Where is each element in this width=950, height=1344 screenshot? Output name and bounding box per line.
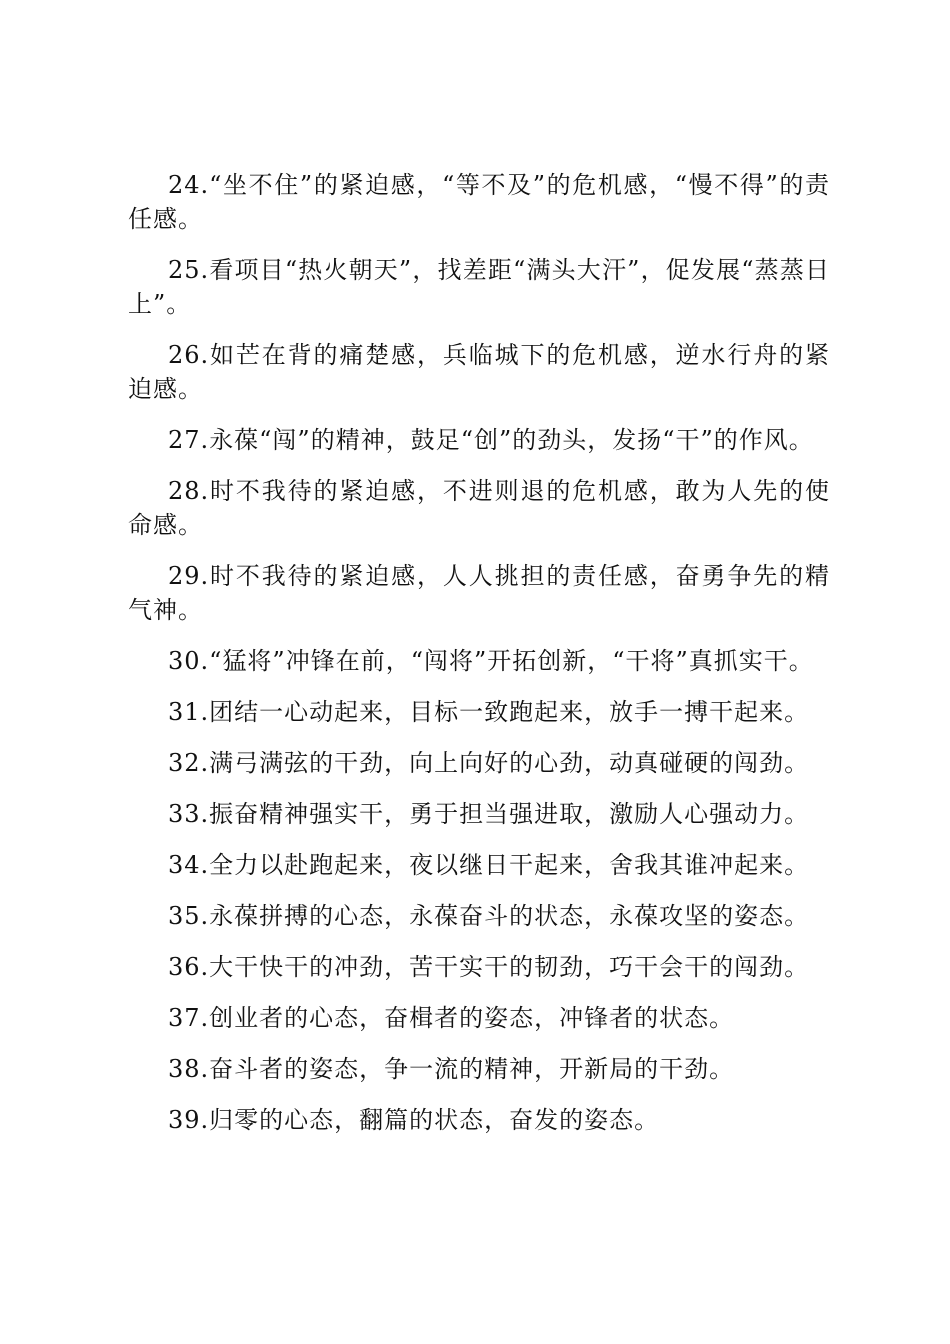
list-item-25: 25.看项目“热火朝天”，找差距“满头大汗”，促发展“蒸蒸日上”。 <box>128 256 830 318</box>
list-item-37: 37.创业者的心态，奋楫者的姿态，冲锋者的状态。 <box>168 1004 735 1032</box>
list-item-38: 38.奋斗者的姿态，争一流的精神，开新局的干劲。 <box>168 1055 735 1083</box>
list-item-39: 39.归零的心态，翻篇的状态，奋发的姿态。 <box>168 1106 660 1134</box>
list-item-35: 35.永葆拼搏的心态，永葆奋斗的状态，永葆攻坚的姿态。 <box>168 902 810 930</box>
list-item-36: 36.大干快干的冲劲，苦干实干的韧劲，巧干会干的闯劲。 <box>168 953 810 981</box>
list-item-29: 29.时不我待的紧迫感，人人挑担的责任感，奋勇争先的精气神。 <box>128 562 830 624</box>
list-item-28: 28.时不我待的紧迫感，不进则退的危机感，敢为人先的使命感。 <box>128 477 830 539</box>
list-item-24: 24.“坐不住”的紧迫感，“等不及”的危机感，“慢不得”的责任感。 <box>128 171 830 233</box>
list-item-34: 34.全力以赴跑起来，夜以继日干起来，舍我其谁冲起来。 <box>168 851 810 879</box>
list-item-32: 32.满弓满弦的干劲，向上向好的心劲，动真碰硬的闯劲。 <box>168 749 810 777</box>
document-body <box>128 168 830 1154</box>
list-item-31: 31.团结一心动起来，目标一致跑起来，放手一搏干起来。 <box>168 698 810 726</box>
list-item-33: 33.振奋精神强实干，勇于担当强进取，激励人心强动力。 <box>168 800 810 828</box>
list-item-26: 26.如芒在背的痛楚感，兵临城下的危机感，逆水行舟的紧迫感。 <box>128 341 830 403</box>
list-item-27: 27.永葆“闯”的精神，鼓足“创”的劲头，发扬“干”的作风。 <box>168 426 814 454</box>
list-item-30: 30.“猛将”冲锋在前，“闯将”开拓创新，“干将”真抓实干。 <box>168 647 814 675</box>
